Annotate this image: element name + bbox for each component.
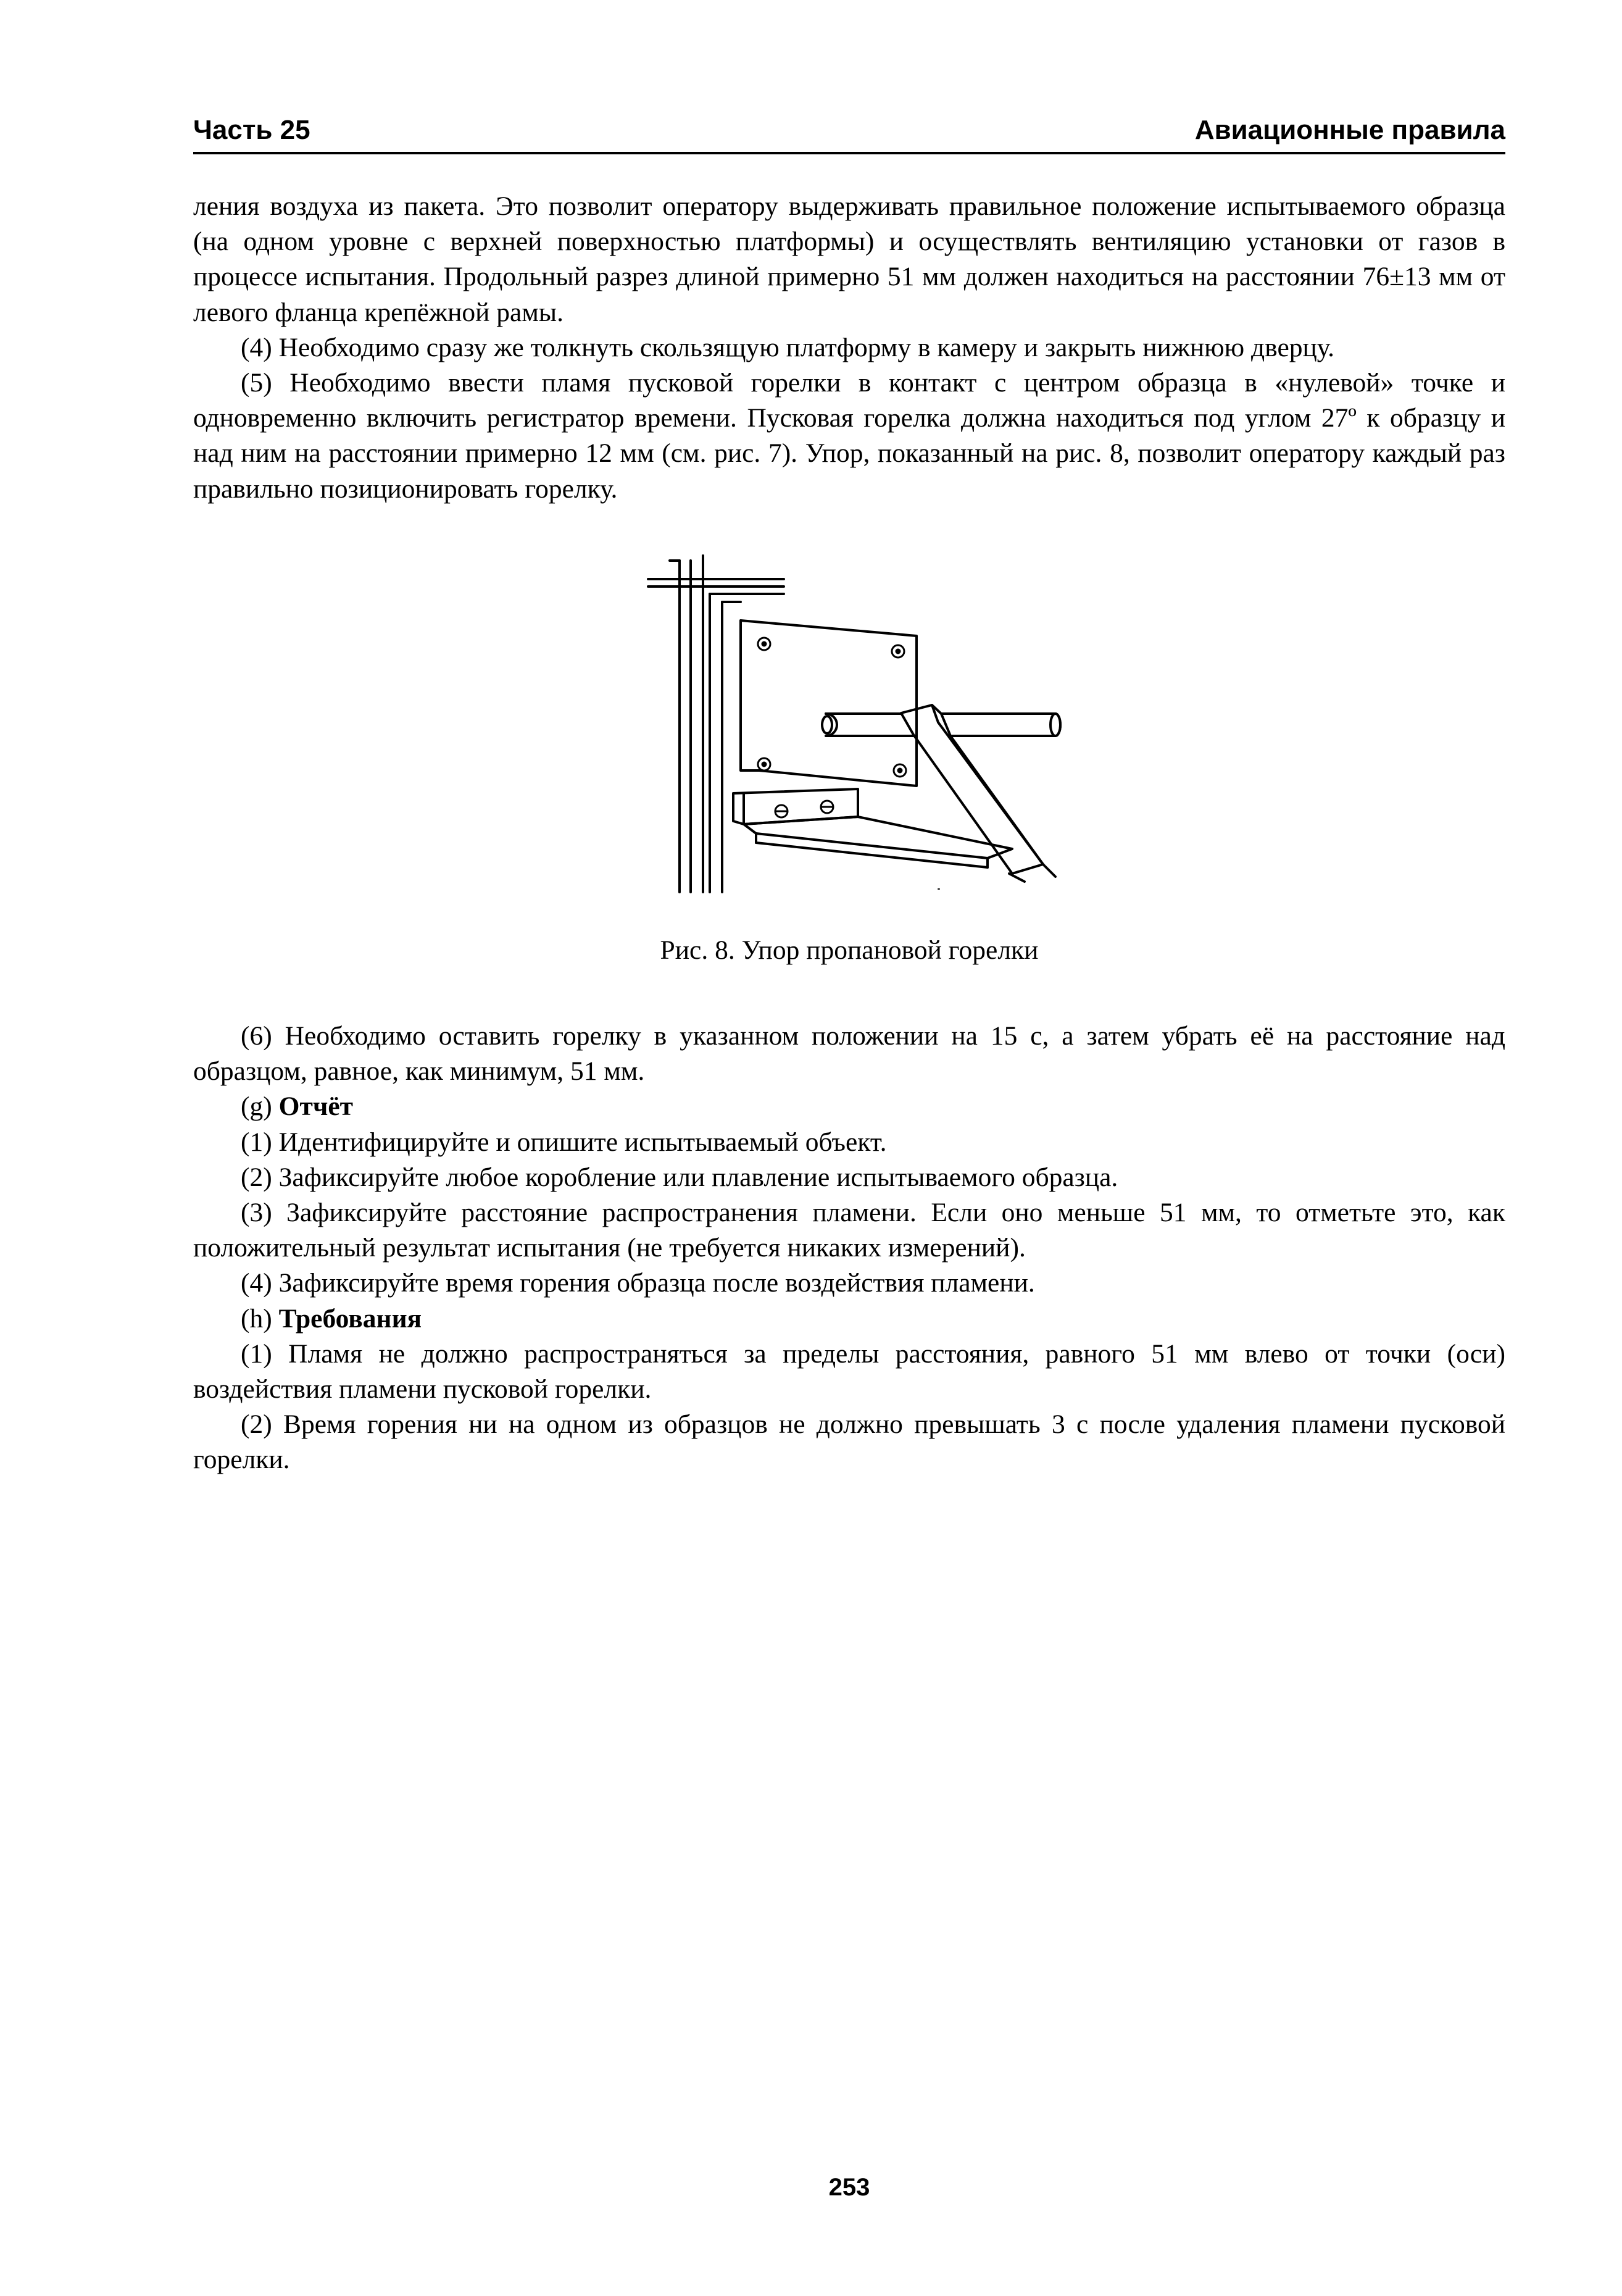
paragraph: (3) Зафиксируйте расстояние распространения пламени. Если оно меньше 51 мм, то отметьте это, как положительный результат испытания (не требуется никаких измерений). — [193, 1198, 1505, 1263]
paragraph: (4) Зафиксируйте время горения образца после воздействия пламени. — [241, 1268, 1035, 1298]
header-title: Авиационные правила — [1194, 115, 1505, 145]
lower-bracket — [733, 789, 1012, 867]
figure-caption: Рис. 8. Упор пропановой горелки — [660, 935, 1039, 965]
paragraph: (6) Необходимо оставить горелку в указанном положении на 15 с, а затем убрать её на расстояние над образцом, равное, как минимум, 51 мм. — [193, 1021, 1505, 1087]
paragraph: ления воздуха из пакета. Это позволит оператору выдерживать правильное положение испытываемого образца (на одном уровне с верхней поверхностью платформы) и осуществлять вентиляцию установки от газов в процессе испытания. Продольный разрез длиной примерно 51 мм должен находиться на расстоянии 76±13 мм от левого фланца крепёжной рамы. — [193, 191, 1505, 327]
page-number: 253 — [828, 2174, 870, 2201]
paragraph: (2) Зафиксируйте любое коробление или плавление испытываемого образца. — [241, 1162, 1118, 1192]
paragraph: (5) Необходимо ввести пламя пусковой горелки в контакт с центром образца в «нулевой» точке и одновременно включить регистратор времени. Пусковая горелка должна находиться под углом 27º к образцу и над ним на расстоянии примерно 12 мм (см. рис. 7). Упор, показанный на рис. 8, позволит оператору каждый раз правильно позиционировать горелку. — [193, 368, 1505, 504]
section-heading-h — [193, 1301, 1505, 1337]
paragraph: (2) Время горения ни на одном из образцов не должно превышать 3 с после удаления пламени пусковой горелки. — [193, 1409, 1505, 1475]
mounting-plate — [741, 620, 917, 786]
burner-stop-drawing — [630, 543, 1074, 895]
paragraph: (1) Пламя не должно распространяться за пределы расстояния, равного 51 мм влево от точки (оси) воздействия пламени пусковой горелки. — [193, 1338, 1505, 1405]
paragraph: (1) Идентифицируйте и опишите испытываемый объект. — [241, 1127, 887, 1157]
section-title: Требования — [278, 1303, 422, 1334]
section-heading-g — [193, 1089, 1505, 1124]
text-block-top — [193, 189, 1505, 507]
angled-arm — [901, 705, 1055, 882]
section-label: (h) — [241, 1303, 279, 1334]
text-block-bottom — [193, 1019, 1505, 1478]
plate-bolts — [758, 638, 906, 777]
figure-burner-stop — [630, 543, 1074, 895]
paragraph: (4) Необходимо сразу же толкнуть скользящую платформу в камеру и закрыть нижнюю дверцу. — [241, 332, 1335, 362]
section-label: (g) — [241, 1092, 279, 1122]
frame-lines — [648, 556, 784, 892]
section-title: Отчёт — [278, 1092, 354, 1122]
page-header — [193, 112, 1505, 154]
header-part-label: Часть 25 — [193, 115, 310, 145]
